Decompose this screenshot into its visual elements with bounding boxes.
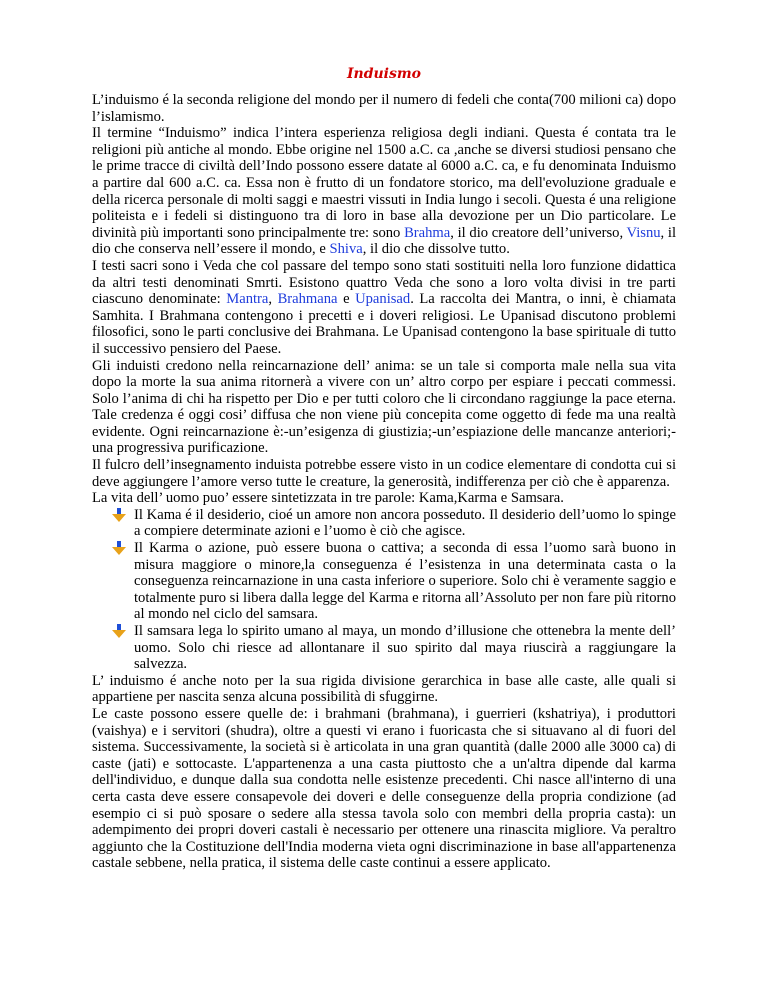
list-item-samsara: [92, 623, 676, 673]
link-visnu[interactable]: Visnu: [626, 224, 661, 241]
paragraph-intro: L’induismo é la seconda religione del mondo per il numero di fedeli che conta(700 milioni ca) dopo l’islamismo.: [92, 92, 676, 125]
paragraph-reincarnation: Gli induisti credono nella reincarnazione dell’ anima: se un tale si comporta male nella sua vita dopo la morte la sua anima ritornerà a vivere con un’ altro corpo per espiare i peccati commessi. Solo l’anima di chi ha rispetto per Dio e per tutti coloro che li circondano raggiunge la pace eterna. Tale credenza é oggi cosi’ diffusa che non viene più concepita come oggetto di fede ma una realtà evidente. Ogni reincarnazione è:-un’esigenza di giustizia;-un’espiazione delle mancanze anteriori;-una progressiva purificazione.: [92, 357, 676, 457]
list-item-text: Il Kama é il desiderio, cioé un amore non ancora posseduto. Il desiderio dell’uomo lo spinge a compiere determinate azioni e l’uomo è ciò che agisce.: [134, 506, 676, 540]
text-segment: Il termine “Induismo” indica l’intera esperienza religiosa degli indiani. Questa é contata tra le religioni più antiche al mondo. Ebbe origine nel 1500 a.C. ca ,anche se diversi studiosi pensano che le prime tracce di civiltà dell’Indo possono essere datate al 6000 a.C. ca, e fu denominata Induismo a partire dal 600 a.C. ca. Essa non è frutto di un fondatore storico, ma dell'evoluzione graduale e della ricerca personale di molti saggi e maestri vissuti in India lungo i secoli. Questa é una religione politeista e i fedeli si distinguono tra di loro in base alla devozione per un Dio particolare. Le divinità più importanti sono principalmente tre: sono: [92, 125, 676, 241]
text-segment: . La raccolta dei Mantra, o inni, è chiamata Samhita. I Brahmana contengono i precetti e i doveri religiosi. Le Upanisad discutono problemi filosofici, sono le parti conclusive dei Brahmana. Le Upanisad contengono la base spirituale di tutto il successivo pensiero del Paese.: [92, 291, 676, 357]
text-segment: e: [337, 291, 356, 308]
list-item-kama: [92, 507, 676, 540]
link-brahmana[interactable]: Brahmana: [277, 291, 338, 308]
paragraph-conduct: Il fulcro dell’insegnamento induista potrebbe essere visto in un codice elementare di condotta cui si deve aggiungere l’amore verso tutte le creature, la generosità, indifferenza per ciò che è apparenza.: [92, 457, 676, 490]
list-item-text: Il Karma o azione, può essere buona o cattiva; a seconda di essa l’uomo sarà buono in misura maggiore o minore,la conseguenza é l’esistenza in una determinata casta o la conseguenza reincarnazione in una casta inferiore o superiore. Solo chi è veramente saggio e totalmente puro si libera dalla legge del Karma e ritorna all’Assoluto per non fare più ritorno al mondo nel ciclo del samsara.: [134, 540, 676, 623]
link-upanisad[interactable]: Upanisad: [355, 291, 411, 308]
list-item-text: Il samsara lega lo spirito umano al maya, un mondo d’illusione che ottenebra la mente dell’ uomo. Solo chi riesce ad allontanare il suo spirito dal maya riuscirà a raggiungare la salvezza.: [134, 623, 676, 673]
link-brahma[interactable]: Brahma: [404, 224, 451, 241]
paragraph-sacred-texts: [92, 258, 676, 358]
down-arrow-icon: [112, 624, 126, 638]
paragraph-castes-intro: L’ induismo é anche noto per la sua rigida divisione gerarchica in base alle caste, alle quali si appartiene per nascita senza alcuna possibilità di sfuggirne.: [92, 672, 676, 706]
text-segment: , il dio che dissolve tutto.: [362, 241, 510, 258]
text-segment: I testi sacri sono i Veda che col passare del tempo sono stati sostituiti nella loro funzione didattica da altri testi denominati Smrti. Esistono quattro Veda che sono a loro volta divisi in tre parti ciascuno denominate:: [92, 257, 676, 308]
list-item-karma: [92, 540, 676, 623]
text-segment: , il dio creatore dell’universo,: [450, 224, 627, 241]
link-shiva[interactable]: Shiva: [329, 241, 363, 258]
text-segment: , il dio che conserva nell’essere il mondo, e: [92, 224, 677, 258]
text-segment: ,: [268, 291, 278, 308]
down-arrow-icon: [112, 508, 126, 522]
concept-list: [92, 507, 676, 673]
paragraph-three-words: La vita dell’ uomo puo’ essere sintetizzata in tre parole: Kama,Karma e Samsara.: [92, 490, 564, 507]
document-body: [92, 92, 676, 872]
paragraph-castes-detail: Le caste possono essere quelle de: i brahmani (brahmana), i guerrieri (kshatriya), i produttori (vaishya) e i servitori (shudra), oltre a questi vi erano i fuoricasta che si situavano al di fuori del sistema. Successivamente, la società si è articolata in una gran quantità (dalle 2000 alle 3000 ca) di caste (jati) e sottocaste. L'appartenenza a una casta piuttosto che a un'altra dipende dal karma dell'individuo, e dunque dalla sua condotta nelle esistenze precedenti. Chi nasce all'interno di una certa casta deve essere consapevole dei doveri e delle conseguenze della propria condizione (ad esempio ci si può sposare o sedere alla stessa tavola solo con membri della propria casta): un adempimento dei propri doveri castali è necessario per ottenere una rinascita migliore. Va peraltro aggiunto che la Costituzione dell'India moderna vieta ogni discriminazione in base all'appartenenza castale sebbene, nella pratica, il sistema delle caste continui a essere applicato.: [92, 705, 676, 872]
document-title: Induismo: [346, 66, 422, 82]
down-arrow-icon: [112, 541, 126, 555]
paragraph-definition: [92, 125, 676, 258]
link-mantra[interactable]: Mantra: [226, 291, 269, 308]
